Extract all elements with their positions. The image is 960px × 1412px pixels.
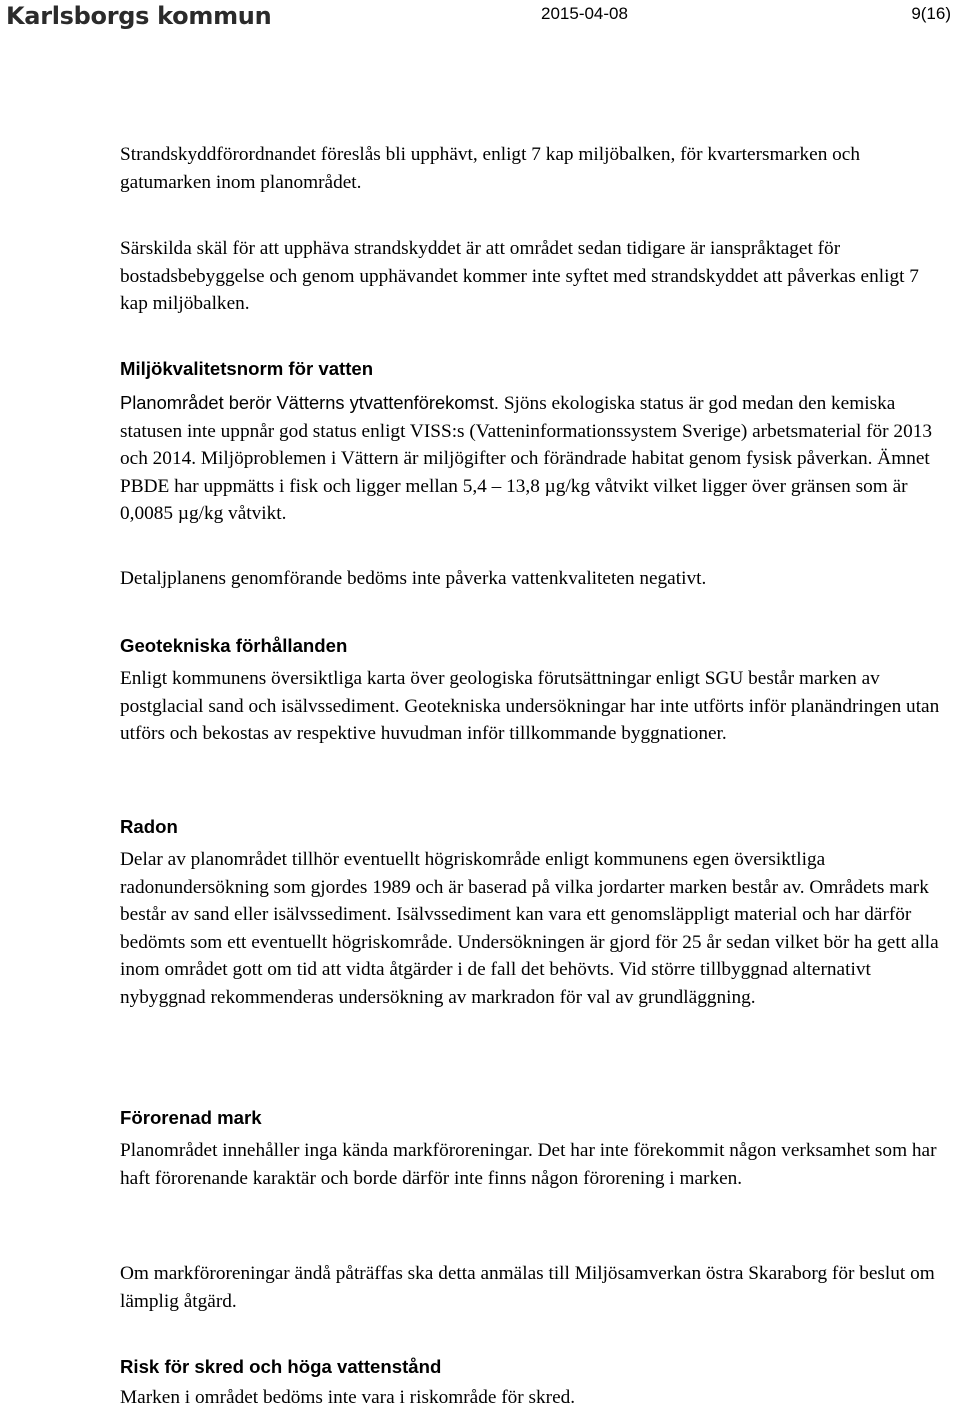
heading-radon: Radon <box>120 816 178 837</box>
paragraph-skred: Marken i området bedöms inte vara i riskområde för skred. <box>120 1387 576 1408</box>
heading-miljokvalitetsnorm: Miljökvalitetsnorm för vatten <box>120 358 374 379</box>
paragraph-miljokvalitet-lead: Planområdet berör Vätterns ytvattenförekomst. <box>120 392 500 413</box>
paragraph-strandskydd-2: Särskilda skäl för att upphäva strandskyddet är att området sedan tidigare är ianspråktaget för bostadsbebyggelse och genom upphävandet kommer inte syftet med strandskyddet att påverkas enligt 7 kap miljöbalken. <box>120 238 919 315</box>
page-header <box>0 0 960 34</box>
paragraph-fororenad-1: Planområdet innehåller inga kända markföroreningar. Det har inte förekommit någon verksamhet som har haft förorenande karaktär och borde därför inte finns någon förorening i marken. <box>120 1140 937 1189</box>
paragraph-radon: Delar av planområdet tillhör eventuellt högriskområde enligt kommunens egen översiktliga radonundersökning som gjordes 1989 och är baserad på vilka jordarter marken består av. Områdets mark består av sand eller isälvssediment. Isälvssediment kan vara ett genomsläppligt material och har därför bedömts som ett eventuellt högriskområde. Undersökningen är gjord för 25 år sedan vilket bör ha gett alla inom området gott om tid att vidta åtgärder i de fall det behövts. Vid större tillbyggnad alternativt nybyggnad rekommenderas undersökning av markradon för val av grundläggning. <box>120 849 939 1008</box>
paragraph-detaljplan: Detaljplanens genomförande bedöms inte påverka vattenkvaliteten negativt. <box>120 568 707 589</box>
paragraph-miljokvalitet <box>120 389 950 528</box>
paragraph-miljokvalitet-body: Sjöns ekologiska status är god medan den kemiska statusen inte uppnår god status enligt VISS:s (Vatteninformationssystem Sverige) arbetsmaterial för 2013 och 2014. Miljöproblemen i Vättern är miljögifter och förändrade habitat genom fysisk påverkan. Ämnet PBDE har uppmätts i fisk och ligger mellan 5,4 – 13,8 µg/kg våtvikt vilket ligger över gränsen som är 0,0085 µg/kg våtvikt. <box>120 393 932 525</box>
paragraph-strandskydd-1: Strandskyddförordnandet föreslås bli upphävt, enligt 7 kap miljöbalken, för kvartersmarken och gatumarken inom planområdet. <box>120 144 860 193</box>
paragraph-fororenad-2: Om markföroreningar ändå påträffas ska detta anmälas till Miljösamverkan östra Skaraborg för beslut om lämplig åtgärd. <box>120 1263 935 1312</box>
document-date: 2015-04-08 <box>541 4 628 23</box>
heading-geotekniska: Geotekniska förhållanden <box>120 635 348 656</box>
municipality-logo: Karlsborgs kommun <box>6 2 272 30</box>
heading-risk-skred: Risk för skred och höga vattenstånd <box>120 1356 442 1377</box>
heading-fororenad-mark: Förorenad mark <box>120 1107 262 1128</box>
page-number: 9(16) <box>911 4 951 23</box>
paragraph-geoteknik: Enligt kommunens översiktliga karta över geologiska förutsättningar enligt SGU består marken av postglacial sand och isälvssediment. Geotekniska undersökningar har inte utförts inför planändringen utan utförs och bekostas av respektive huvudman inför tillkommande byggnationer. <box>120 668 940 745</box>
